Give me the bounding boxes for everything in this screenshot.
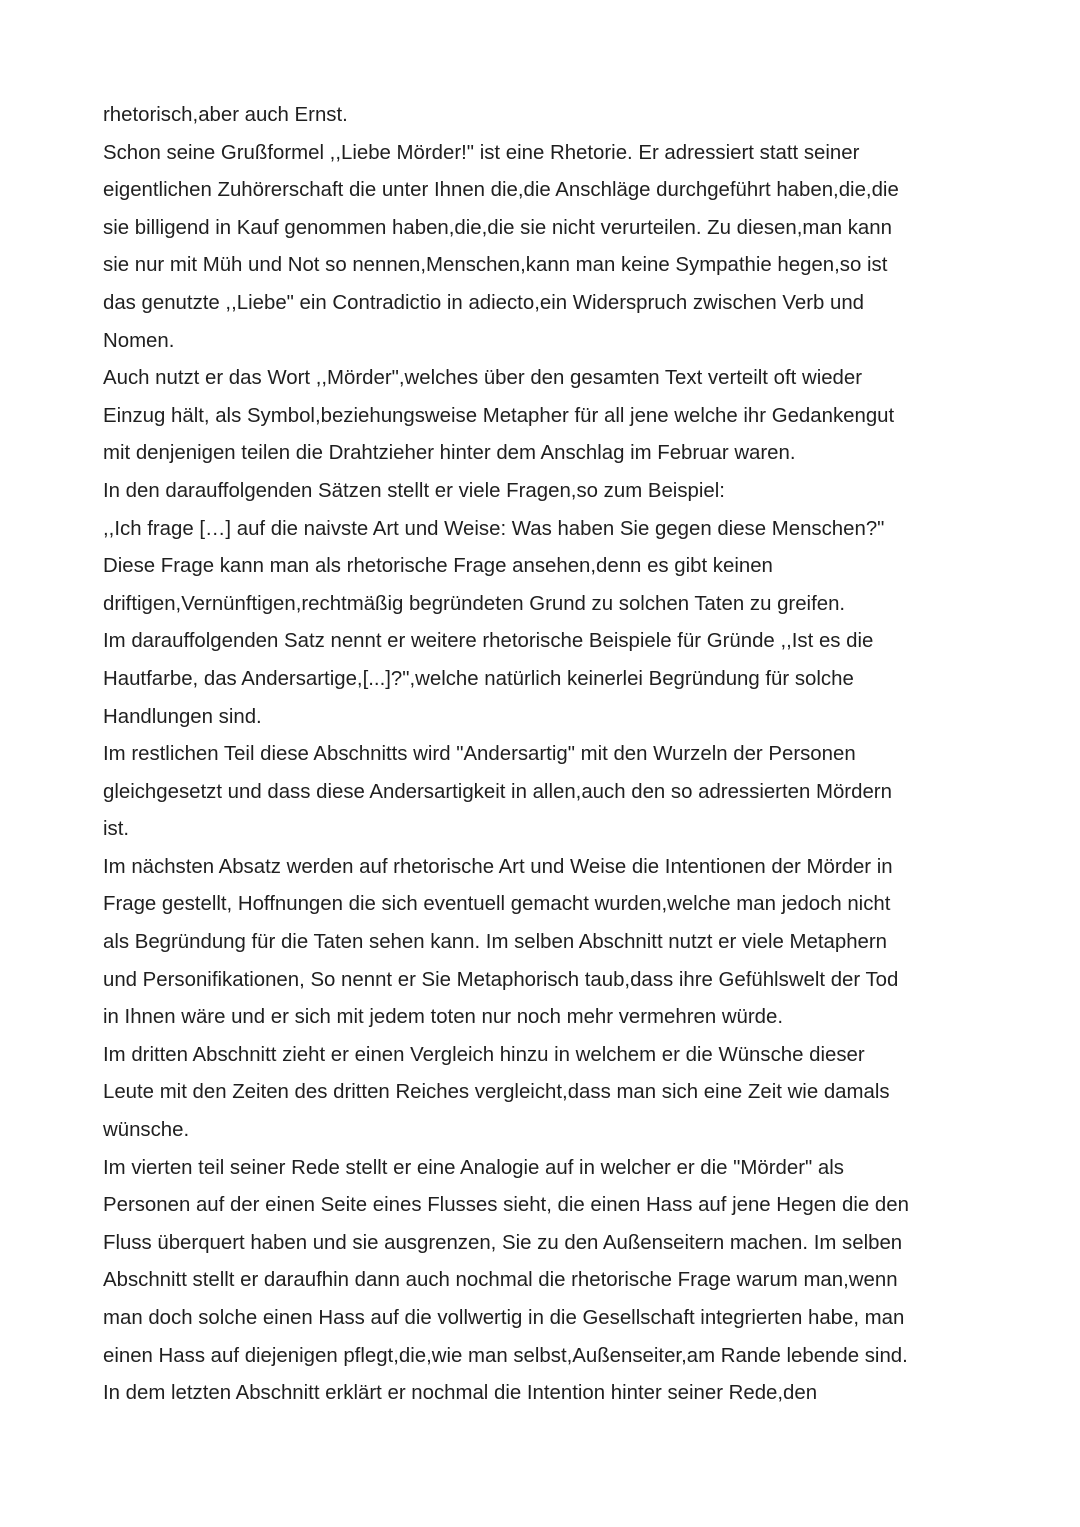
text-line: Im restlichen Teil diese Abschnitts wird "Andersartig" mit den Wurzeln der Personen [103, 743, 856, 766]
text-line: Im darauffolgenden Satz nennt er weitere rhetorische Beispiele für Gründe ,,Ist es die [103, 630, 874, 653]
text-line: Hautfarbe, das Andersartige,[...]?",welche natürlich keinerlei Begründung für solche [103, 667, 854, 690]
text-line: Im dritten Abschnitt zieht er einen Vergleich hinzu in welchem er die Wünsche dieser [103, 1043, 865, 1066]
text-line: ,,Ich frage […] auf die naivste Art und Weise: Was haben Sie gegen diese Menschen?" [103, 517, 885, 540]
text-line: driftigen,Vernünftigen,rechtmäßig begründeten Grund zu solchen Taten zu greifen. [103, 592, 846, 615]
text-line: als Begründung für die Taten sehen kann. Im selben Abschnitt nutzt er viele Metaphern [103, 931, 888, 954]
text-line: Handlungen sind. [103, 705, 262, 728]
text-line: Abschnitt stellt er daraufhin dann auch nochmal die rhetorische Frage warum man,wenn [103, 1269, 898, 1292]
text-line: Leute mit den Zeiten des dritten Reiches vergleicht,dass man sich eine Zeit wie damals [103, 1081, 890, 1104]
text-line: Auch nutzt er das Wort ,,Mörder",welches über den gesamten Text verteilt oft wieder [103, 367, 863, 390]
text-line: ist. [103, 818, 130, 841]
text-line: in Ihnen wäre und er sich mit jedem toten nur noch mehr vermehren würde. [103, 1006, 784, 1029]
text-line: rhetorisch,aber auch Ernst. [103, 104, 348, 126]
text-line: Im nächsten Absatz werden auf rhetorische Art und Weise die Intentionen der Mörder in [103, 855, 893, 878]
text-line: man doch solche einen Hass auf die vollwertig in die Gesellschaft integrierten habe, man [103, 1307, 905, 1329]
text-line: Einzug hält, als Symbol,beziehungsweise Metapher für all jene welche ihr Gedankengut [103, 404, 895, 427]
text-line: wünsche. [103, 1119, 190, 1142]
text-line: eigentlichen Zuhörerschaft die unter Ihnen die,die Anschläge durchgeführt haben,die,die [103, 179, 899, 202]
text-line: Diese Frage kann man als rhetorische Frage ansehen,denn es gibt keinen [103, 555, 773, 578]
text-line: Fluss überquert haben und sie ausgrenzen, Sie zu den Außenseitern machen. Im selben [103, 1231, 903, 1254]
text-line: und Personifikationen, So nennt er Sie Metaphorisch taub,dass ihre Gefühlswelt der Tod [103, 968, 899, 991]
text-line: Schon seine Grußformel ,,Liebe Mörder!" ist eine Rhetorie. Er adressiert statt seiner [103, 141, 860, 164]
text-line: mit denjenigen teilen die Drahtzieher hinter dem Anschlag im Februar waren. [103, 442, 796, 465]
text-line: Im vierten teil seiner Rede stellt er eine Analogie auf in welcher er die "Mörder" als [103, 1156, 844, 1179]
text-line: Nomen. [103, 329, 175, 352]
text-line: das genutzte ,,Liebe" ein Contradictio in adiecto,ein Widerspruch zwischen Verb und [103, 291, 865, 314]
text-line: In dem letzten Abschnitt erklärt er nochmal die Intention hinter seiner Rede,den [103, 1382, 818, 1405]
text-line: gleichgesetzt und dass diese Andersartigkeit in allen,auch den so adressierten Mördern [103, 780, 892, 803]
text-line: Personen auf der einen Seite eines Flusses sieht, die einen Hass auf jene Hegen die den [103, 1194, 909, 1217]
text-line: In den darauffolgenden Sätzen stellt er viele Fragen,so zum Beispiel: [103, 479, 725, 502]
text-line: sie nur mit Müh und Not so nennen,Menschen,kann man keine Sympathie hegen,so ist [103, 254, 888, 277]
text-line: einen Hass auf diejenigen pflegt,die,wie man selbst,Außenseiter,am Rande lebende sind. [103, 1344, 908, 1367]
text-line: sie billigend in Kauf genommen haben,die,die sie nicht verurteilen. Zu diesen,man kann [103, 216, 892, 239]
document-text [103, 97, 1003, 1413]
text-line: Frage gestellt, Hoffnungen die sich eventuell gemacht wurden,welche man jedoch nicht [103, 893, 891, 916]
